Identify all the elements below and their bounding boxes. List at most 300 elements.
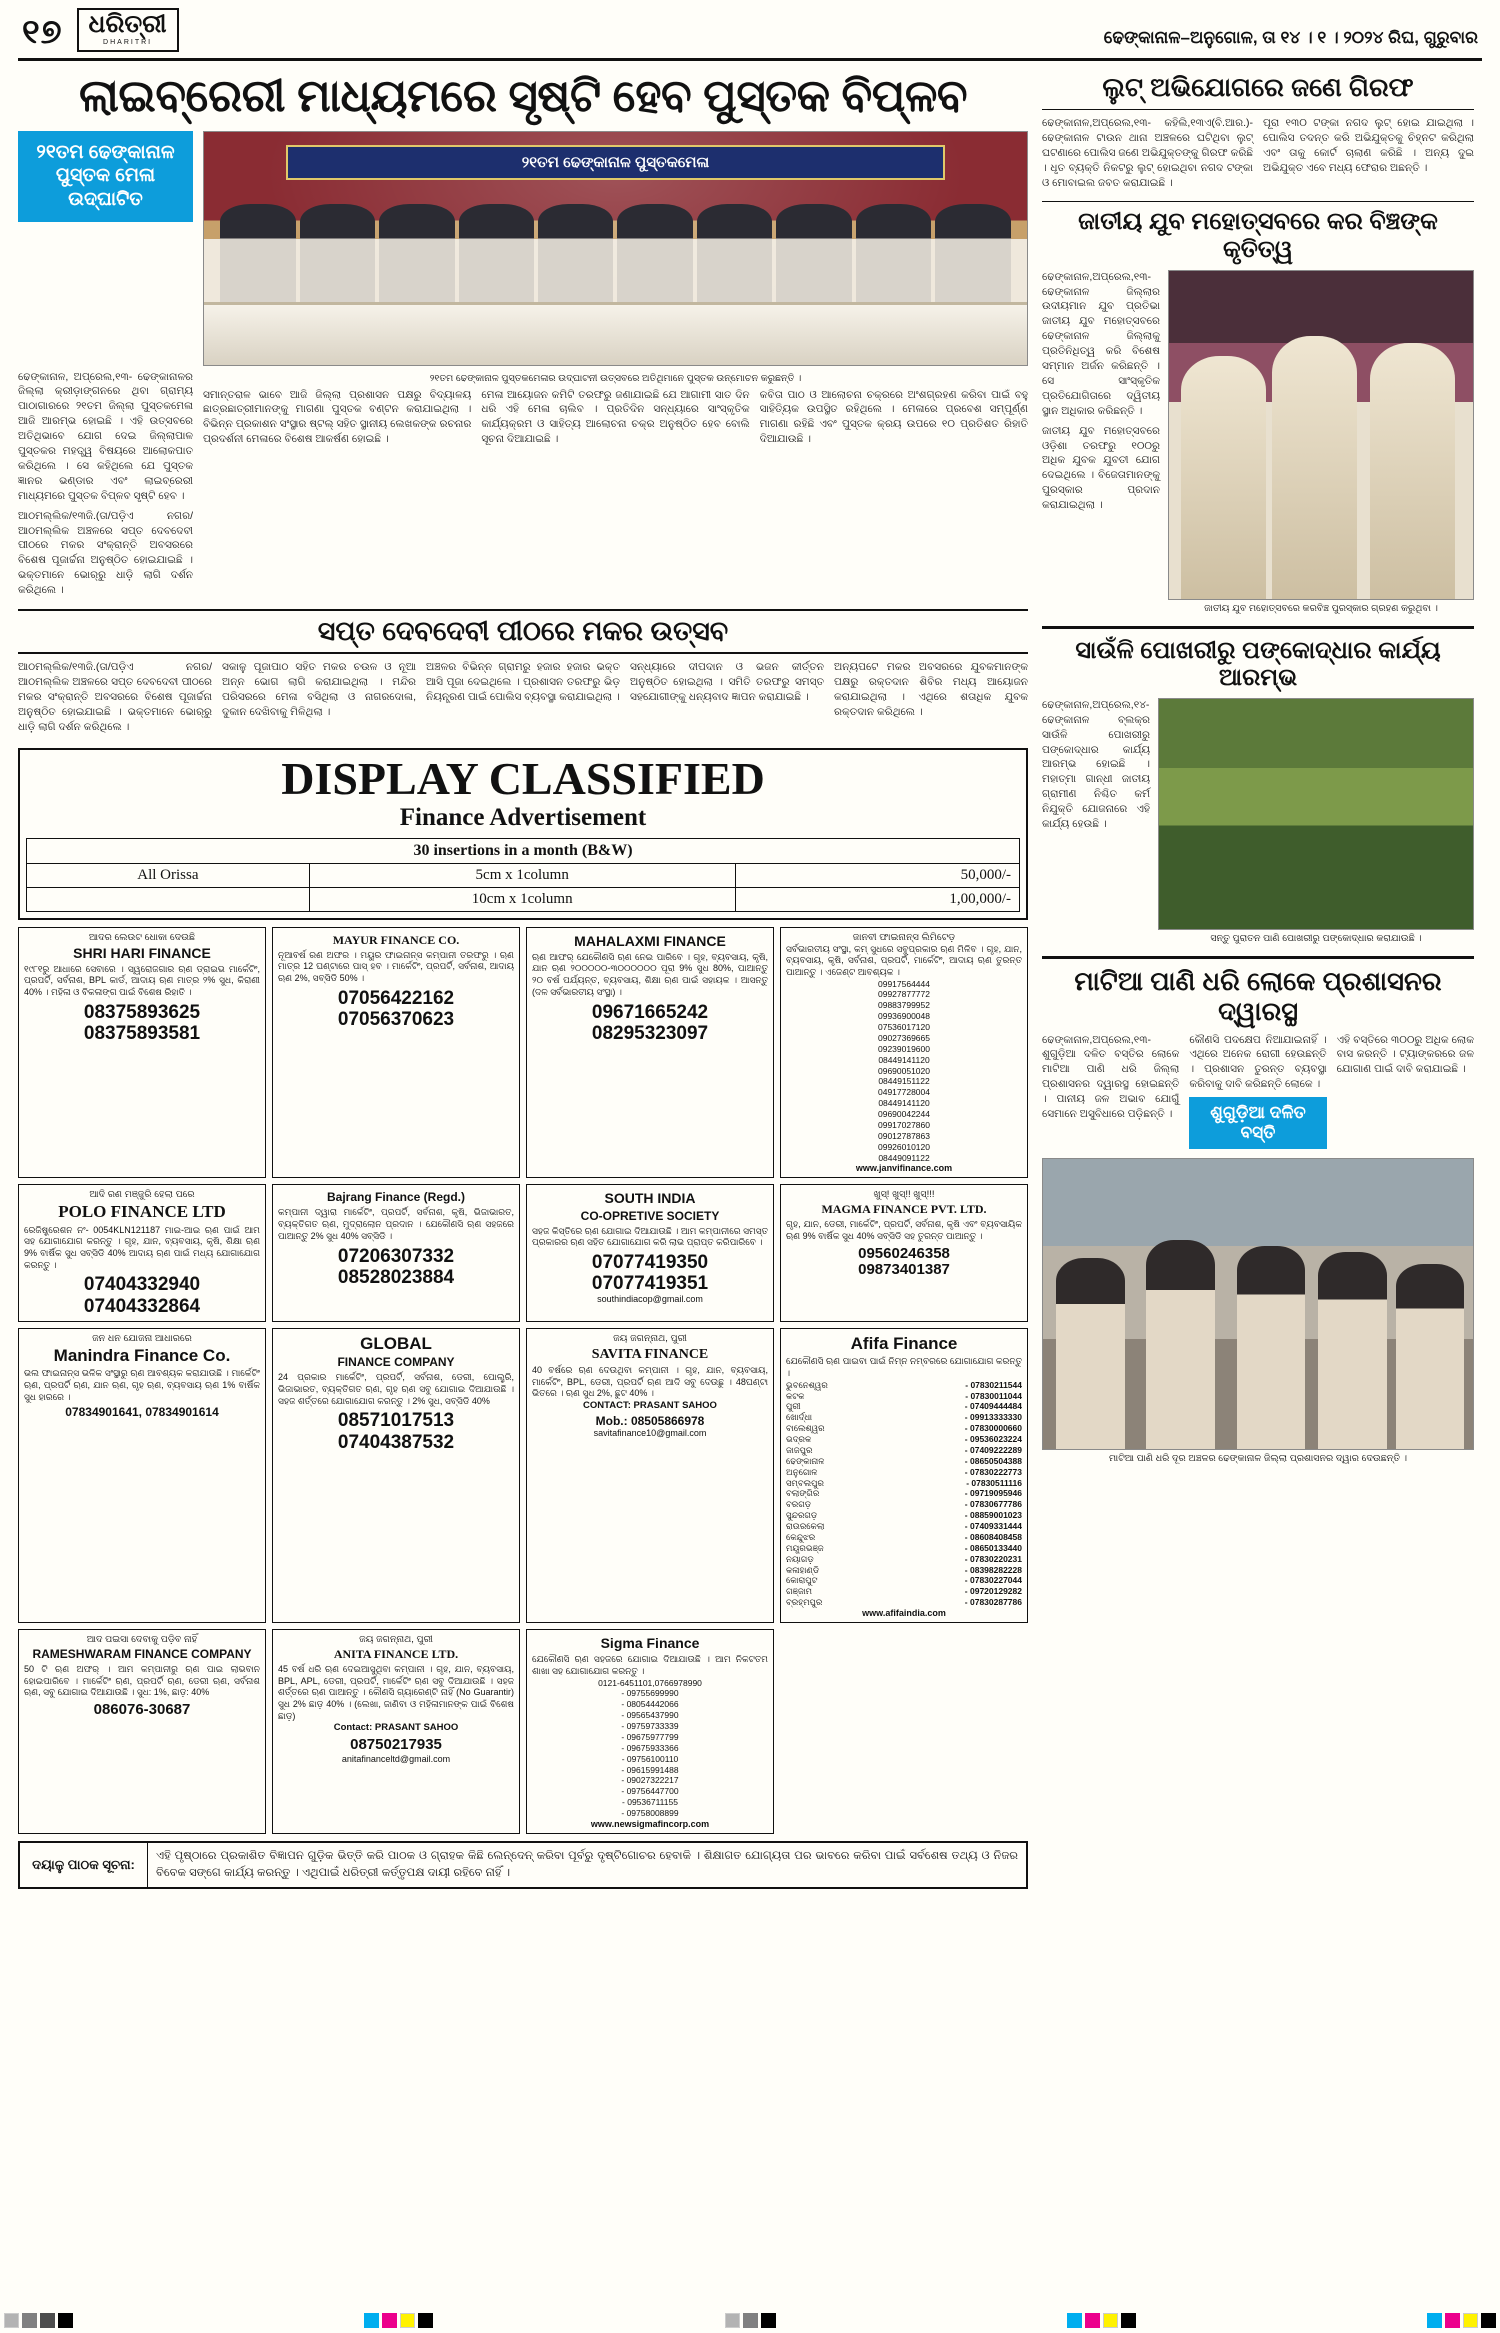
divider (1042, 626, 1474, 629)
portrait-scene (1169, 271, 1473, 599)
story4-badge: ଶୁଗୁଡ଼ିଆ ଦଳିତ ବସ୍ତି (1189, 1097, 1326, 1149)
story4-col1-text: ଢେଙ୍କାନାଳ,ଅପ୍ରେଲ,୧୩- ଶୁଗୁଡ଼ିଆ ଦଳିତ ବସ୍ତିର ଲୋକେ ମାଟିଆ ପାଣି ଧରି ଜିଲ୍ଲା ପ୍ରଶାସନର ଦ୍ୱାରସ୍ଥ ହୋଇଛନ୍ତି । ପାନୀୟ ଜଳ ଅଭାବ ଯୋଗୁଁ ସେମାନେ ଅସୁବିଧାରେ ପଡ଼ିଛନ୍ତି । (1042, 1033, 1180, 1121)
color-swatch (418, 2313, 433, 2328)
ad-branch-city: କଟକ (786, 1390, 805, 1401)
ad-branch-row (786, 1380, 1022, 1391)
ad-phone-line[interactable]: - 09675933366 (621, 1742, 679, 1753)
ad-phone-line[interactable]: - 09675977799 (621, 1731, 679, 1742)
story1-col-2 (1263, 116, 1474, 196)
lead-col1-text-2: ଆଠମଲ୍ଲିକ/୧୩ଜି.(ତା/ପଡ଼ିଏ ନଗର/ ଆଠମଲ୍ଲିକ ଅଞ୍ଚଳରେ ସପ୍ତ ଦେବଦେବୀ ପୀଠରେ ମକର ସଂକ୍ରାନ୍ତି ଅବସରରେ ବିଶେଷ ପୂଜାର୍ଚ୍ଚନା ଅନୁଷ୍ଠିତ ହୋଇଯାଇଛି । ଭକ୍ତମାନେ ଭୋର୍‌ରୁ ଧାଡ଼ି ଲାଗି ଦର୍ଶନ କରିଥିଲେ । (18, 509, 193, 597)
page-number: ୧୭ (22, 13, 63, 51)
ad-body-text: କମ୍ପାନୀ ଦ୍ୱାରା ମାର୍କେଟିଂ, ପ୍ରପର୍ଟି, ସର୍ବନାଶ, କୃଷି, ଭିଜାଭାରତ, ବ୍ୟକ୍ତିଗତ ଋଣ, ମୁଦ୍ରାଲୋନ ପ୍ରଦାନ । ଯେକୌଣସି ଋଣ ସହଜରେ ପାଆନ୍ତୁ 2% ସୁଧ 40% ସବ୍‌ସିଡି । (278, 1207, 514, 1241)
ad-branch-row (786, 1532, 1022, 1543)
ad-company-name: SOUTH INDIA (604, 1190, 696, 1207)
lead-kicker: ୨୧ତମ ଢେଙ୍କାନାଳ ପୁସ୍ତକ ମେଳା ଉଦ୍‌ଘାଟିତ (18, 131, 193, 222)
section2-headline: ସପ୍ତ ଦେବଦେବୀ ପୀଠରେ ମକର ଉତ୍ସବ (18, 609, 1028, 654)
section2-columns (18, 660, 1028, 740)
ad-phone-line[interactable]: 09917027860 (877, 1119, 930, 1130)
ad-company-name: RAMESHWARAM FINANCE COMPANY (32, 1646, 252, 1661)
ad-branch-phone[interactable]: - 07409331444 (964, 1521, 1022, 1532)
story3-photo-caption: ସନ୍ତୁ ପୁରାତନ ପାଣି ପୋଖରୀରୁ ପଙ୍କୋଦ୍ଧାର କରାଯାଉଛି । (1210, 932, 1422, 944)
ad-tagline: ଜାନବୀ ଫାଇନାନ୍ସ ଲିମିଟେଡ଼ (852, 931, 956, 943)
color-swatch (1103, 2313, 1118, 2328)
story4-col-2 (1189, 1033, 1326, 1155)
section2-col-4 (630, 660, 824, 740)
person (459, 204, 534, 302)
classified-ad[interactable] (780, 927, 1028, 1179)
ad-tagline: ଜୟ ଜଗନ୍ନାଥ, ପୁରୀ (359, 1634, 433, 1646)
ad-body-text: ସର୍ବଭାରତୀୟ ସଂସ୍ଥା, କମ୍‌ ସୁଧରେ ସବୁପ୍ରକାର ଋଣ ମିଳିବ । ଗୃହ, ଯାନ, ବ୍ୟବସାୟ, କୃଷି, ସର୍ବନାଶ, ପ୍ରପର୍ଟି, ମାର୍କେଟିଂ, ଆଦାୟ ଋଣ ତୁରନ୍ତ ପାଆନ୍ତୁ । ଏଜେଣ୍ଟ ଆବଶ୍ୟକ । (786, 943, 1022, 977)
ad-body-text: ଗୃହ, ଯାନ, ଡେରୀ, ମାର୍କେଟିଂ, ପ୍ରପର୍ଟି, ସର୍ବନାଶ, କୃଷି ଏବଂ ବ୍ୟବସାୟିକ ଋଣ 9% ବାର୍ଷିକ ସୁଧ 40% ସବ୍‌ସିଡି ସହ ତୁରନ୍ତ ପାଆନ୍ତୁ । (786, 1219, 1022, 1241)
masthead-left (22, 8, 179, 52)
classified-ad[interactable] (272, 1629, 520, 1834)
ad-branch-row (786, 1565, 1022, 1576)
ad-branch-city: ବଲାଙ୍ଗିର (786, 1488, 820, 1499)
story2-photo-caption: ଜାତୀୟ ଯୁବ ମହୋତ୍ସବରେ କରବିଞ୍ଚ ପୁରସ୍କାର ଗ୍ରହଣ କରୁଥିବା । (1204, 602, 1438, 614)
classified-subtitle: Finance Advertisement (399, 803, 647, 831)
person (538, 204, 613, 302)
color-swatch (4, 2313, 19, 2328)
classified-ads-grid (18, 927, 1028, 1834)
ad-branch-phone[interactable]: - 09720129282 (964, 1586, 1022, 1597)
person (1146, 1240, 1215, 1449)
ad-branch-row (786, 1586, 1022, 1597)
ad-company-name: POLO FINANCE LTD (58, 1202, 226, 1222)
divider (1042, 109, 1474, 110)
left-zone (18, 67, 1028, 1889)
ad-company-name: Sigma Finance (600, 1635, 700, 1652)
ad-phone-line[interactable]: 07536017120 (877, 1022, 930, 1033)
ad-phone-line[interactable]: - 09758008899 (621, 1808, 679, 1819)
ad-branch-city: ଭଦ୍ରକ (786, 1434, 812, 1445)
color-swatch (761, 2313, 776, 2328)
ad-branch-phone[interactable]: - 07830220231 (964, 1553, 1022, 1564)
story3-col-1 (1042, 698, 1150, 948)
lead-text-row (18, 370, 1028, 604)
stage-people (220, 204, 1010, 302)
lead-top-row (18, 131, 1028, 366)
story2-col-1 (1042, 270, 1160, 618)
divider (1042, 956, 1474, 959)
person (379, 204, 454, 302)
ad-phone-line[interactable]: 09917564444 (877, 978, 930, 989)
ad-phone-line[interactable]: - 09759733339 (621, 1721, 679, 1732)
ad-branch-phone[interactable]: - 08608408458 (964, 1531, 1022, 1542)
ad-phone-line[interactable]: 09690051020 (877, 1065, 930, 1076)
ad-body-text: ସହଜ କିସ୍ତିରେ ଋଣ ଯୋଗାଇ ଦିଆଯାଉଛି । ଆମ କମ୍ପାନୀରେ ସମସ୍ତ ପ୍ରକାରର ଋଣ ସହିତ ଯୋଗାଯୋଗ କରି ଲାଭ ପ୍ରାପ୍ତ କରିପାରିବେ । (532, 1225, 768, 1248)
logo-title: ଧରିତ୍ରୀ (88, 10, 167, 38)
ad-phone-number[interactable]: 07077419350 07077419351 (591, 1251, 709, 1295)
lead-photo (203, 131, 1028, 366)
ad-phone-line[interactable]: 09027369665 (877, 1032, 930, 1043)
ad-phone-line[interactable]: - 08054442066 (621, 1699, 679, 1710)
ad-company-name-2: CO-OPRETIVE SOCIETY (580, 1208, 720, 1223)
ad-branch-phone[interactable]: - 07830287786 (964, 1597, 1022, 1608)
ad-branch-row (786, 1391, 1022, 1402)
color-swatch (725, 2313, 740, 2328)
ad-branch-city: ସମ୍ବଲପୁର (786, 1477, 824, 1488)
color-swatch (1085, 2313, 1100, 2328)
table-header-row (27, 838, 1020, 863)
section2-col-2 (222, 660, 416, 740)
lead-col4-text: କବିତା ପାଠ ଓ ଆଲୋଚନା ଚକ୍ରରେ ଅଂଶଗ୍ରହଣ କରିବା ପାଇଁ ବହୁ ସାହିତ୍ୟିକ ଉପସ୍ଥିତ ରହିଥିଲେ । ମେଳାରେ ପ୍ରବେଶ ସମ୍ପୂର୍ଣ୍ଣ ମାଗଣା ରହିଛି ଏବଂ ପୁସ୍ତକ କ୍ରୟ ଉପରେ ୧୦ ପ୍ରତିଶତ ରିହାତି ଦିଆଯାଉଛି । (759, 388, 1028, 446)
story2-photo-wrap (1168, 270, 1474, 618)
color-swatch (58, 2313, 73, 2328)
reader-note (18, 1841, 1028, 1890)
ad-branch-row (786, 1445, 1022, 1456)
stage-table (204, 302, 1027, 365)
reader-note-label: ଦୟାଳୁ ପାଠକ ସୂଚନା: (20, 1843, 148, 1888)
color-swatch-group (0, 2313, 77, 2328)
ad-tagline: ଜନ ଧନ ଯୋଜନା ଆଧାରରେ (92, 1333, 192, 1344)
ad-company-name: Afifa Finance (850, 1334, 958, 1353)
section2-col1-text: ଆଠମଲ୍ଲିକ/୧୩ଜି.(ତା/ପଡ଼ିଏ ନଗର/ ଆଠମଲ୍ଲିକ ଅଞ୍ଚଳରେ ସପ୍ତ ଦେବଦେବୀ ପୀଠରେ ମକର ସଂକ୍ରାନ୍ତି ଅବସରରେ ବିଶେଷ ପୂଜାର୍ଚ୍ଚନା ଅନୁଷ୍ଠିତ ହୋଇଯାଇଛି । ଭକ୍ତମାନେ ଭୋର୍‌ରୁ ଧାଡ଼ି ଲାଗି ଦର୍ଶନ କରିଥିଲେ । (18, 661, 212, 733)
ad-phone-number[interactable]: 07404332940 07404332864 (83, 1274, 201, 1317)
ad-branch-phone[interactable]: - 07830511116 (966, 1477, 1022, 1488)
rate-table-header: 30 insertions in a month (B&W) (27, 838, 1020, 863)
ad-phone-line[interactable]: 08449151122 (878, 1076, 930, 1087)
story2-col1-text: ଢେଙ୍କାନାଳ,ଅପ୍ରେଲ,୧୩- ଢେଙ୍କାନାଳ ଜିଲ୍ଲାର ଉଦୀୟମାନ ଯୁବ ପ୍ରତିଭା ଜାତୀୟ ଯୁବ ମହୋତ୍ସବରେ ଢେଙ୍କାନାଳ ଜିଲ୍ଲାକୁ ପ୍ରତିନିଧିତ୍ୱ କରି ବିଶେଷ ସମ୍ମାନ ଅର୍ଜନ କରିଛନ୍ତି । ସେ ସାଂସ୍କୃତିକ ପ୍ରତିଯୋଗିତାରେ ଦ୍ୱିତୀୟ ସ୍ଥାନ ଅଧିକାର କରିଛନ୍ତି । (1042, 270, 1160, 417)
ad-phone-line[interactable]: - 09756100110 (621, 1753, 679, 1764)
ad-phone-line[interactable]: 09690042244 (877, 1109, 930, 1120)
ad-branch-city: ବରଗଡ଼ (786, 1499, 812, 1510)
ad-branch-city: ବାଲେଶ୍ୱର (786, 1423, 825, 1434)
person (220, 204, 295, 302)
lead-col1-text: ଢେଙ୍କାନାଳ, ଅପ୍ରେଲ,୧୩- ଢେଙ୍କାନାଳର ଜିଲ୍ଲା କ୍ରୀଡ଼ାଙ୍ଗନରେ ଥିବା ଗ୍ରାମ୍ୟ ପାଠାଗାରରେ ୨୧ତମ ଜିଲ୍ଲା ପୁସ୍ତକମେଳା ଆଜି ଆରମ୍ଭ ହୋଇଛି । ଏହି ଉତ୍ସବରେ ଅତିଥିଭାବେ ଯୋଗ ଦେଇ ଜିଲ୍ଲାପାଳ ପୁସ୍ତକର ମହତ୍ତ୍ୱ ବିଷୟରେ ଆଲୋକପାତ କରିଥିଲେ । ସେ କହିଥିଲେ ଯେ ପୁସ୍ତକ ଜ୍ଞାନର ଭଣ୍ଡାର ଏବଂ ଲାଇବ୍ରେରୀ ମାଧ୍ୟମରେ ପୁସ୍ତକ ବିପ୍ଳବ ସୃଷ୍ଟି ହେବ । (18, 370, 193, 502)
story1-col1-text: ଢେଙ୍କାନାଳ,ଅପ୍ରେଲ,୧୩- କହିଲି,୧୩ଏ(ବି.ଆର.)- ଢେଙ୍କାନାଳ ଟାଉନ ଥାନା ଅଞ୍ଚଳରେ ଘଟିଥିବା ଲୁଟ୍‌ ଘଟଣାରେ ପୋଲିସ ଜଣେ ଅଭିଯୁକ୍ତଙ୍କୁ ଗିରଫ କରିଛି । ଧୃତ ବ୍ୟକ୍ତି ନିକଟରୁ ଲୁଟ୍‌ ହୋଇଥିବା ନଗଦ ଟଙ୍କା ଓ ମୋବାଇଲ ଜବତ କରାଯାଇଛି । (1042, 116, 1253, 189)
ad-branch-list (786, 1380, 1022, 1608)
table-row (27, 887, 1020, 911)
person (1318, 1252, 1387, 1449)
ad-branch-city: କୋରାପୁଟ (786, 1575, 818, 1586)
ad-phone-line[interactable]: 08449141120 (878, 1098, 930, 1109)
color-swatch (400, 2313, 415, 2328)
ad-branch-phone[interactable]: - 08650504388 (964, 1455, 1022, 1466)
ad-body-text: ଭଲ ଫାଇନାନ୍ସ ଭଳିକ ସଂସ୍ଥାରୁ ଋଣ ଆବଶ୍ୟକ କରାଯାଉଛି । ମାର୍କେଟିଂ ଋଣ, ପ୍ରପର୍ଟି ଋଣ, ଯାନ ଋଣ, ଗୃହ ଋଣ, ବ୍ୟବସାୟ ଋଣ 1% ବାର୍ଷିକ ସୁଧ ହାରରେ । (24, 1368, 260, 1402)
ad-body-text: 40 ବର୍ଷରେ ଋଣ ଦେଉଥିବା କମ୍ପାନୀ । ଗୃହ, ଯାନ, ବ୍ୟବସାୟ, ମାର୍କେଟିଂ, BPL, ଡେରୀ, ପ୍ରପର୍ଟି ଋଣ ଆଦି ସବୁ ଦେଉଛୁ । 48ଘଣ୍ଟା ଭିତରେ । ଋଣ ସୁଧ 2%, ଛୁଟ 40% । (532, 1364, 768, 1399)
section2-col-5 (834, 660, 1028, 740)
lead-right-block (203, 370, 1028, 604)
classified-ad[interactable] (272, 1328, 520, 1623)
ad-branch-row (786, 1510, 1022, 1521)
ad-company-name: MAHALAXMI FINANCE (574, 932, 726, 949)
ad-branch-phone[interactable]: - 07830211544 (965, 1379, 1022, 1390)
ad-website[interactable]: www.afifaindia.com (862, 1608, 946, 1619)
ad-phone-number[interactable]: 07834901641, 07834901614 (65, 1405, 219, 1420)
story4-col2-body (1189, 1033, 1326, 1093)
ad-branch-row (786, 1456, 1022, 1467)
ad-phone-line[interactable]: 09883799952 (877, 1000, 930, 1011)
ad-tagline: ଖୁସ୍‌! ଖୁସ୍‌!! ଖୁସ୍‌!!! (873, 1189, 935, 1201)
field-scene (1159, 699, 1473, 929)
ad-tagline: ଆଦ ପଇସା ଦେବାକୁ ପଡ଼ିବ ନାହିଁ (86, 1634, 198, 1646)
story4-columns (1042, 1033, 1474, 1155)
ad-phone-number[interactable]: 09560246358 09873401387 (858, 1244, 950, 1279)
classified-ad[interactable] (272, 927, 520, 1179)
classified-ad[interactable] (526, 1629, 774, 1834)
story4-photo-caption: ମାଟିଆ ପାଣି ଧରି ଦୂର ଅଞ୍ଚଳର ଢେଙ୍କାନାଳ ଜିଲ୍ଲା ପ୍ରଶାସନର ଦ୍ୱାର ଦେଉଛନ୍ତି । (1108, 1453, 1408, 1465)
color-swatch (382, 2313, 397, 2328)
ad-branch-row (786, 1478, 1022, 1489)
color-swatch (743, 2313, 758, 2328)
classified-ad[interactable] (18, 1328, 266, 1623)
ad-phone-line[interactable]: 04917728004 (877, 1087, 930, 1098)
color-swatch-group (1063, 2313, 1140, 2328)
lead-col-3 (481, 388, 749, 453)
color-swatch (1121, 2313, 1136, 2328)
lead-columns (203, 388, 1028, 453)
classified-ad[interactable] (272, 1184, 520, 1322)
ad-phone-line[interactable]: 09012787863 (877, 1130, 930, 1141)
ad-branch-city: ମୟୂରଭଞ୍ଜ (786, 1542, 824, 1553)
color-swatch (40, 2313, 55, 2328)
story1-col-1 (1042, 116, 1253, 196)
ad-branch-city: ପୁରୀ (786, 1401, 801, 1412)
ad-phone-line[interactable]: 09936900048 (877, 1011, 930, 1022)
classified-ad[interactable] (780, 1184, 1028, 1322)
ad-branch-phone[interactable]: - 07830677786 (964, 1499, 1022, 1510)
ad-branch-city: ବ୍ରହ୍ମପୁର (786, 1597, 823, 1608)
ad-phone-number[interactable]: 09671665242 08295323097 (591, 1001, 709, 1044)
ad-company-name: Bajrang Finance (Regd.) (326, 1190, 466, 1205)
ad-branch-phone[interactable]: - 08859001023 (964, 1510, 1022, 1521)
ad-branch-phone[interactable]: - 08650133440 (964, 1542, 1022, 1553)
ad-contact-person: Contact: PRASANT SAHOO (333, 1722, 459, 1734)
ad-phone-number[interactable]: 086076-30687 (93, 1701, 191, 1718)
rate-region (27, 887, 310, 911)
ad-phone-number[interactable]: 07206307332 08528023884 (337, 1245, 455, 1288)
ad-branch-row (786, 1434, 1022, 1445)
ad-email[interactable]: anitafinanceltd@gmail.com (341, 1754, 451, 1765)
ad-body-text: 24 ପ୍ରକାର ମାର୍କେଟିଂ, ପ୍ରପର୍ଟି, ସର୍ବନାଶ, ଡେରୀ, ପୋଲ୍ଟ୍ରି, ଭିଜାଭାରତ, ବ୍ୟକ୍ତିଗତ ଋଣ, ଗୃହ ଋଣ ସବୁ ଯୋଗାଇ ଦିଆଯାଉଛି । ସହଜ ଶର୍ତ୍ତରେ ଯୋଗାଯୋଗ କରନ୍ତୁ । 2% ସୁଧ, ସବ୍‌ସିଡି 40% (278, 1372, 514, 1406)
classified-ad[interactable] (526, 1328, 774, 1623)
right-zone (1042, 67, 1474, 1889)
ad-branch-phone[interactable]: - 09719095946 (964, 1488, 1022, 1499)
story3-body (1042, 698, 1474, 948)
ad-phone-number[interactable]: 08750217935 (350, 1736, 442, 1754)
ad-branch-row (786, 1554, 1022, 1565)
classified-ad[interactable] (18, 927, 266, 1179)
rate-size: 10cm x 1column (309, 887, 735, 911)
ad-branch-row (786, 1423, 1022, 1434)
color-swatch (1067, 2313, 1082, 2328)
person (1237, 1246, 1306, 1449)
section2-col3-text: ଅଞ୍ଚଳର ବିଭିନ୍ନ ଗ୍ରାମରୁ ହଜାର ହଜାର ଭକ୍ତ ଆସି ପୂଜା ଦେଇଥିଲେ । ପ୍ରଶାସନ ତରଫରୁ ଭିଡ଼ ନିୟନ୍ତ୍ରଣ ପାଇଁ ପୋଲିସ ବ୍ୟବସ୍ଥା କରାଯାଇଥିଲା । (426, 661, 620, 703)
ad-branch-city: ଗଞ୍ଜାମ (786, 1586, 813, 1597)
ad-branch-row (786, 1597, 1022, 1608)
story3-headline: ସାଉଁଳି ପୋଖରୀରୁ ପଙ୍କୋଦ୍ଧାର କାର୍ଯ୍ୟ ଆରମ୍ଭ (1075, 636, 1441, 692)
reader-note-text: ଏହି ପୃଷ୍ଠାରେ ପ୍ରକାଶିତ ବିଜ୍ଞାପନ ଗୁଡ଼ିକ ଭିତ୍ତି କରି ପାଠକ ଓ ଗ୍ରାହକ କିଛି ଲେନ୍‌ଦେନ୍‌ କରିବା ପୂର୍ବରୁ ଦୃଷ୍ଟିଗୋଚର ହେବାକି । ଶିକ୍ଷାଗତ ଯୋଗ୍ୟତା ପର ଭାବରେ କରିବା ପାଇଁ ସର୍ବଶେଷ ତଥ୍ୟ ଓ ନିଜର ବିବେକ ସଙ୍ଗେ କାର୍ଯ୍ୟ କରନ୍ତୁ । ଏଥିପାଇଁ ଧରିତ୍ରୀ କର୍ତ୍ତୃପକ୍ଷ ଦାୟୀ ରହିବେ ନାହିଁ । (156, 1849, 1018, 1880)
lead-col2-text: ସମାନ୍ତରାଳ ଭାବେ ଆଜି ଜିଲ୍ଲା ପ୍ରଶାସନ ପକ୍ଷରୁ ବିଦ୍ୟାଳୟ ଛାତ୍ରଛାତ୍ରୀମାନଙ୍କୁ ମାଗଣା ପୁସ୍ତକ ବଣ୍ଟନ କରାଯାଇଥିଲା । ବିଭିନ୍ନ ପ୍ରକାଶନ ସଂସ୍ଥାର ଷ୍ଟଲ୍‌ ସହିତ ସ୍ଥାନୀୟ ଲେଖକଙ୍କ ରଚନାର ପ୍ରଦର୍ଶନୀ ମେଳାରେ ବିଶେଷ ଆକର୍ଷଣ ହୋଇଛି । (203, 388, 472, 446)
color-swatch-group (1423, 2313, 1500, 2328)
color-swatch (22, 2313, 37, 2328)
person (1056, 1258, 1125, 1449)
street-scene (1043, 1159, 1473, 1449)
ad-company-name: SHRI HARI FINANCE (73, 944, 211, 961)
ad-phone-number[interactable]: Mob.: 08505866978 (595, 1413, 705, 1428)
ad-branch-phone[interactable]: - 07830222773 (964, 1466, 1022, 1477)
ad-branch-city: କଳାହାଣ୍ଡି (786, 1564, 820, 1575)
ad-company-name: ANITA FINANCE LTD. (333, 1646, 459, 1661)
ad-tagline: ଆଦି ରଣ ମଞ୍ଜୁରି ହେଲା ପରେ (89, 1189, 195, 1201)
divider (1042, 201, 1474, 202)
ad-phone-list[interactable] (786, 979, 1022, 1164)
lead-col-1 (18, 370, 193, 604)
story1-columns (1042, 116, 1474, 196)
section2-col5-text: ଅନ୍ୟପଟେ ମକର ଅବସରରେ ଯୁବକମାନଙ୍କ ପକ୍ଷରୁ ରକ୍ତଦାନ ଶିବିର ମଧ୍ୟ ଆୟୋଜନ କରାଯାଇଥିଲା । ଏଥିରେ ଶତାଧିକ ଯୁବକ ରକ୍ତଦାନ କରିଥିଲେ । (834, 661, 1028, 718)
ad-company-name: MAYUR FINANCE CO. (332, 932, 460, 947)
ad-phone-number[interactable]: 08571017513 07404387532 (337, 1410, 455, 1453)
story2-body (1042, 270, 1474, 618)
ad-phone-line[interactable]: 09239019600 (877, 1043, 930, 1054)
person (697, 204, 772, 302)
lead-col3-text: ମେଳା ଆୟୋଜନ କମିଟି ତରଫରୁ ଜଣାଯାଇଛି ଯେ ଆଗାମୀ ସାତ ଦିନ ଧରି ଏହି ମେଳା ଚାଲିବ । ପ୍ରତିଦିନ ସନ୍ଧ୍ୟାରେ ସାଂସ୍କୃତିକ କାର୍ଯ୍ୟକ୍ରମ ଓ ସାହିତ୍ୟ ଆଲୋଚନା ଚକ୍ର ଅନୁଷ୍ଠିତ ହେବ ବୋଲି ସୂଚନା ଦିଆଯାଇଛି । (481, 388, 750, 446)
ad-company-name-2: FINANCE COMPANY (337, 1355, 455, 1370)
ad-branch-phone[interactable]: - 08398282228 (964, 1564, 1022, 1575)
classified-rate-table (26, 838, 1020, 912)
lead-photo-wrap (203, 131, 1028, 366)
section2-col-3 (426, 660, 620, 740)
ad-phone-line[interactable]: 09926010120 (877, 1141, 930, 1152)
stage-banner: ୨୧ତମ ଢେଙ୍କାନାଳ ପୁସ୍ତକମେଳା (286, 145, 944, 180)
person (300, 204, 375, 302)
ad-branch-phone[interactable]: - 07830000660 (964, 1423, 1022, 1434)
ad-body-text: 50 ଟି ଋଣ ଅଫର୍‌ । ଆମ କମ୍ପାନୀରୁ ଋଣ ପାଇ ଲାଭବାନ ହୋଇପାରିବେ । ମାର୍କେଟିଂ ଋଣ, ପ୍ରପର୍ଟି ଋଣ, ଡେରୀ ଋଣ, ସର୍ବନାଶ ଋଣ, ସବୁ ଯୋଗାଇ ଦିଆଯାଉଛି । ସୁଧ: 1%, ଛାଡ଼: 40% (24, 1663, 260, 1698)
ad-phone-line[interactable]: - 09615991488 (621, 1764, 679, 1775)
table-row (27, 863, 1020, 887)
ad-branch-city: ଜାଜପୁର (786, 1444, 813, 1455)
person (1181, 356, 1266, 599)
logo-subtitle: DHARITRI (103, 39, 153, 46)
classified-ad[interactable] (18, 1629, 266, 1834)
person (1396, 1264, 1465, 1450)
color-registration-bars (0, 2307, 1500, 2333)
ad-branch-row (786, 1412, 1022, 1423)
section2-col2-text: ସକାଳୁ ପୂଜାପାଠ ସହିତ ମକର ଚଉଳ ଓ ନୂଆ ଅନ୍ନ ଭୋଗ ଲାଗି କରାଯାଇଥିଲା । ମନ୍ଦିର ପରିସରରେ ମେଳା ବସିଥିଲା ଓ ନାଗରଦୋଳା, ଦୁକାନ ଦେଖିବାକୁ ମିଳିଥିଲା । (222, 661, 416, 718)
rate-region: All Orissa (27, 863, 310, 887)
ad-branch-row (786, 1488, 1022, 1499)
ad-contact-person: CONTACT: PRASANT SAHOO (583, 1400, 717, 1412)
masthead (18, 0, 1482, 61)
ad-website[interactable]: www.janvifinance.com (855, 1163, 953, 1174)
ad-phone-list[interactable] (532, 1678, 768, 1819)
ad-website[interactable]: www.newsigmafincorp.com (590, 1818, 710, 1829)
color-swatch-group (721, 2313, 780, 2328)
ad-body-text: 45 ବର୍ଷ ଧରି ଋଣ ଦେଇଆସୁଥିବା କମ୍ପାନୀ । ଗୃହ, ଯାନ, ବ୍ୟବସାୟ, BPL, APL, ଡେରୀ, ପ୍ରପର୍ଟି, ମାର୍କେଟିଂ ଋଣ ସବୁ ଦିଆଯାଉଛି । ସହଜ ଶର୍ତ୍ତରେ ଋଣ ପାଆନ୍ତୁ । କୌଣସି ଗ୍ୟାରେଣ୍ଟି ନାହିଁ (No Guarantir) ସୁଧ 2% ଛାଡ଼ 40% । (ଲେଖା, ଜାଣିବା ଓ ମହିଳାମାନଙ୍କ ପାଇଁ ବିଶେଷ ଛାଡ଼) (278, 1663, 514, 1721)
ad-branch-phone[interactable]: - 07409222289 (964, 1444, 1022, 1455)
ad-branch-phone[interactable]: - 07830011044 (965, 1390, 1022, 1401)
story3-photo (1158, 698, 1474, 930)
story2-photo (1168, 270, 1474, 600)
ad-email[interactable]: savitafinance10@gmail.com (593, 1428, 707, 1439)
story2-col2-text: ଜାତୀୟ ଯୁବ ମହୋତ୍ସବରେ ଓଡ଼ିଶା ତରଫରୁ ୧୦୦ରୁ ଅଧିକ ଯୁବକ ଯୁବତୀ ଯୋଗ ଦେଇଥିଲେ । ବିଜେତାମାନଙ୍କୁ ପୁରସ୍କାର ପ୍ରଦାନ କରାଯାଇଥିଲା । (1042, 424, 1160, 512)
ad-phone-line[interactable]: - 09536711155 (622, 1797, 678, 1808)
classified-ad[interactable] (780, 1328, 1028, 1623)
rate-size: 5cm x 1column (309, 863, 735, 887)
ad-phone-line[interactable]: - 09755699990 (621, 1688, 679, 1699)
color-swatch (1481, 2313, 1496, 2328)
stage-scene (204, 132, 1027, 365)
person (776, 204, 851, 302)
ad-email[interactable]: southindiacop@gmail.com (597, 1294, 703, 1305)
ad-branch-phone[interactable]: - 07830227044 (964, 1575, 1022, 1586)
story2-headline: ଜାତୀୟ ଯୁବ ମହୋତ୍ସବରେ କର ବିଞ୍ଚଙ୍କ କୃତିତ୍ୱ (1078, 208, 1438, 264)
ad-company-name: SAVITA FINANCE (591, 1346, 709, 1362)
section2-col4-text: ସନ୍ଧ୍ୟାରେ ଦୀପଦାନ ଓ ଭଜନ କୀର୍ତ୍ତନ ଅନୁଷ୍ଠିତ ହୋଇଥିଲା । ସମିତି ତରଫରୁ ସମସ୍ତ ସହଯୋଗୀଙ୍କୁ ଧନ୍ୟବାଦ ଜ୍ଞାପନ କରାଯାଇଛି । (630, 661, 824, 703)
classified-ad[interactable] (526, 927, 774, 1179)
ad-branch-row (786, 1521, 1022, 1532)
section2-col-1 (18, 660, 212, 740)
rate-amount: 50,000/- (735, 863, 1019, 887)
ad-tagline: ଆଦର ଲେଉଟ ଧୋକା ଦେଉଛି (88, 931, 196, 943)
color-swatch (1445, 2313, 1460, 2328)
page-body (18, 67, 1482, 1889)
story1-col2-text: ପୂରା ୧୩୦ ଟଙ୍କା ନଗଦ ଲୁଟ୍‌ ହୋଇ ଯାଇଥିଲା । ପୋଲିସ ତଦନ୍ତ କରି ଅଭିଯୁକ୍ତକୁ ଚିହ୍ନଟ କରିଥିଲା ଏବଂ ତାକୁ କୋର୍ଟ ଚାଲାଣ କରିଛି । ଅନ୍ୟ ଦୁଇ ଅଭିଯୁକ୍ତ ଏବେ ମଧ୍ୟ ଫେରାର ଅଛନ୍ତି । (1263, 116, 1474, 174)
ad-tagline: ଜୟ ଜଗନ୍ନାଥ, ପୁରୀ (613, 1333, 687, 1344)
dateline: ଢେଙ୍କାନାଳ–ଅନୁଗୋଳ, ତା ୧୪ । ୧ । ୨୦୨୪ ରିଘ, ଗୁରୁବାର (1103, 28, 1478, 47)
classified-ad[interactable] (18, 1184, 266, 1322)
ad-branch-city: ଖୋର୍ଦ୍ଧା (786, 1412, 813, 1423)
ad-branch-city: ସୁନ୍ଦରଗଡ଼ (786, 1510, 818, 1521)
ad-branch-phone[interactable]: - 09536023224 (964, 1434, 1022, 1445)
ad-phone-line[interactable]: - 09027322217 (621, 1775, 679, 1786)
story4-col-1 (1042, 1033, 1179, 1155)
ad-phone-line[interactable]: 0121-6451101,0766978990 (598, 1677, 702, 1688)
ad-phone-number[interactable]: 08375893625 08375893581 (83, 1001, 201, 1044)
ad-branch-city: ଅନୁଗୋଳ (786, 1466, 818, 1477)
color-swatch-group (360, 2313, 437, 2328)
ad-company-name: GLOBAL (360, 1334, 432, 1353)
ad-body-text: ୧୯୮୧ରୁ ଆଧାରେ ସେବାରେ । ସ୍ୱରୋଜଗାର ଋଣ ଡ୍ରାଇଭ ମାର୍କେଟିଂ, ପ୍ରପର୍ଟି, ସର୍ବନାଶ, BPL କାର୍ଡ, ଆଦାୟ ଋଣ ମାତ୍ର ୨% ସୁଧ, କିରାଣୀ 40% । ମହିଳା ଓ ବିକଳାଙ୍ଗ ପାଇଁ ବିଶେଷ ରିହାତି । (24, 963, 260, 998)
ad-branch-phone[interactable]: - 07409444484 (964, 1401, 1022, 1412)
lead-headline: ଲାଇବ୍ରେରୀ ମାଧ୍ୟମରେ ସୃଷ୍ଟି ହେବ ପୁସ୍ତକ ବିପ୍ଳବ (78, 70, 968, 121)
ad-body-text: ଋଣ ଆଫର୍‌ ଯେକୌଣସି ଋଣ ନେଇ ପାରିବେ । ଗୃହ, ବ୍ୟବସାୟ, କୃଷି, ଯାନ ଋଣ ୨୦୦୦୦୦-୩୦୦୦୦୦୦ ପୂରା 9% ସୁଧ 80%, ପାଆନ୍ତୁ ୨୦ ବର୍ଷ ପର୍ଯ୍ୟନ୍ତ, ବ୍ୟବସାୟ, ଶିକ୍ଷା ଋଣ ପାଇଁ ସହାୟକ । ଆସନ୍ତୁ (ଦଳ ସର୍ବଭାରତୀୟ ସଂସ୍ଥା) । (532, 951, 768, 997)
color-swatch (1463, 2313, 1478, 2328)
ad-phone-line[interactable]: 09927877772 (877, 989, 930, 1000)
ad-branch-city: ରାଉରକେଲା (786, 1521, 825, 1532)
ad-phone-line[interactable]: - 09756447700 (621, 1786, 679, 1797)
ad-branch-phone[interactable]: - 09913333330 (964, 1412, 1022, 1423)
person (1272, 336, 1357, 598)
story1-headline: ଲୁଟ୍ ଅଭିଯୋଗରେ ଜଣେ ଗିରଫ (1102, 72, 1414, 102)
ad-phone-number[interactable]: 07056422162 07056370623 (337, 987, 455, 1030)
ad-branch-row (786, 1499, 1022, 1510)
display-classified-block (18, 748, 1028, 920)
lead-col-2 (203, 388, 471, 453)
story3-photo-wrap (1158, 698, 1474, 948)
story3-col1-text: ଢେଙ୍କାନାଳ,ଅପ୍ରେଲ,୧୪-ଢେଙ୍କାନାଳ ବ୍ଲକ୍‌ର ସାଉଁଳି ପୋଖରୀରୁ ପଙ୍କୋଦ୍ଧାର କାର୍ଯ୍ୟ ଆରମ୍ଭ ହୋଇଛି । ମହାତ୍ମା ଗାନ୍ଧୀ ଜାତୀୟ ଗ୍ରାମୀଣ ନିଶ୍ଚିତ କର୍ମ ନିଯୁକ୍ତି ଯୋଜନାରେ ଏହି କାର୍ଯ୍ୟ ହେଉଛି । (1042, 698, 1150, 831)
ad-phone-line[interactable]: 08449091122 (878, 1152, 930, 1163)
ad-body-text: ଯେକୌଣସି ଋଣ ସହଜରେ ଯୋଗାଇ ଦିଆଯାଉଛି । ଆମ ନିକଟତମ ଶାଖା ସହ ଯୋଗାଯୋଗ କରନ୍ତୁ । (532, 1654, 768, 1676)
person (856, 204, 931, 302)
lead-col-4 (760, 388, 1028, 453)
ad-branch-city: ଭୁବନେଶ୍ୱର (786, 1379, 828, 1390)
ad-phone-line[interactable]: 08449141120 (878, 1054, 930, 1065)
ad-branch-city: ନୟାଗଡ଼ (786, 1553, 814, 1564)
classified-title: DISPLAY CLASSIFIED (281, 752, 765, 804)
person (617, 204, 692, 302)
ad-branch-city: କେନ୍ଦୁଝର (786, 1531, 816, 1542)
rate-amount: 1,00,000/- (735, 887, 1019, 911)
story4-headline: ମାଟିଆ ପାଣି ଧରି ଲୋକେ ପ୍ରଶାସନର ଦ୍ୱାରସ୍ଥ (1074, 965, 1442, 1026)
classified-ad[interactable] (526, 1184, 774, 1322)
ad-body-text: ଯେକୌଣସି ଋଣ ପାଇବା ପାଇଁ ନିମ୍ନ ନମ୍ବରରେ ଯୋଗାଯୋଗ କରନ୍ତୁ । (786, 1356, 1022, 1379)
person (1370, 343, 1455, 599)
ad-phone-line[interactable]: - 09565437990 (621, 1710, 679, 1721)
story4-col3-text: ଏହି ବସ୍ତିରେ ୩୦୦ରୁ ଅଧିକ ଲୋକ ବାସ କରନ୍ତି । ଟ୍ୟାଙ୍କରରେ ଜଳ ଯୋଗାଣ ପାଇଁ ଦାବି କରାଯାଇଛି । (1336, 1033, 1474, 1076)
ad-company-name: MAGMA FINANCE PVT. LTD. (821, 1202, 987, 1217)
story4-col2-text: କୌଣସି ପଦକ୍ଷେପ ନିଆଯାଇନାହିଁ । ଏଥିରେ ଅନେକ ରୋଗୀ ହେଉଛନ୍ତି । ପ୍ରଶାସନ ତୁରନ୍ତ ବ୍ୟବସ୍ଥା କରିବାକୁ ଦାବି କରିଛନ୍ତି ଲୋକେ । (1189, 1033, 1327, 1091)
